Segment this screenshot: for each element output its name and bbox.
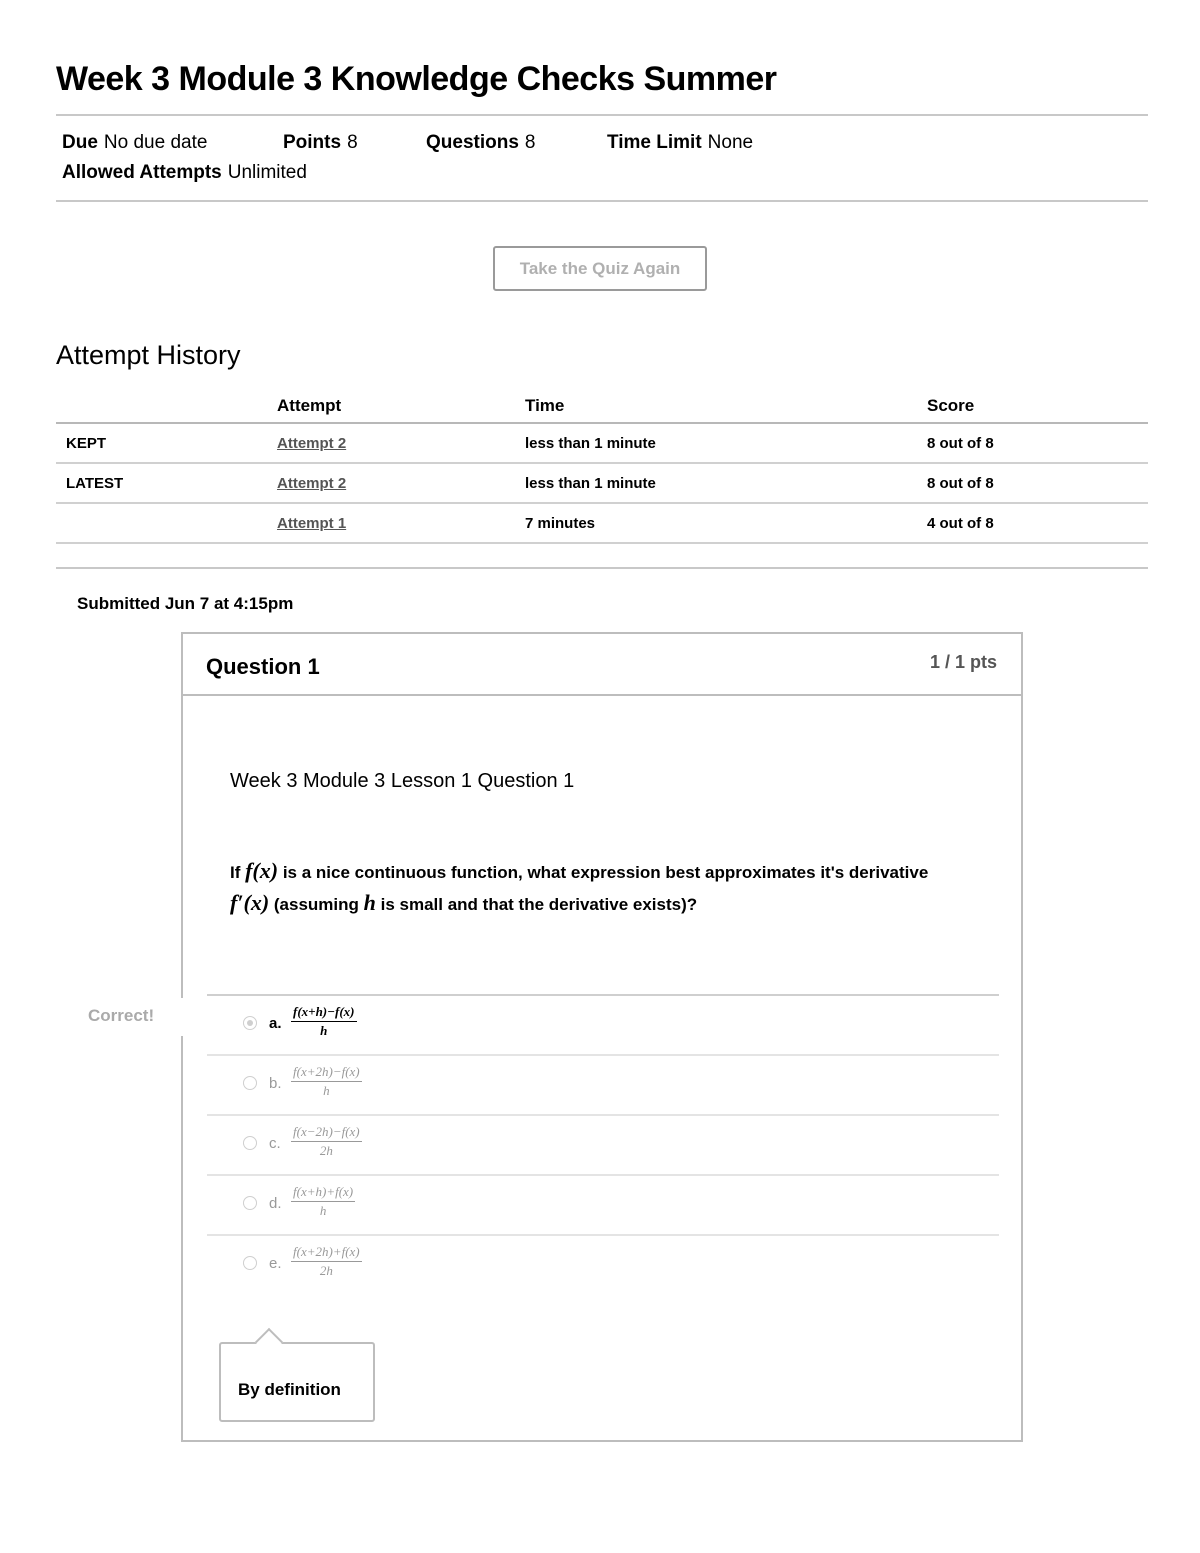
attempt-tag [56, 503, 277, 543]
answer-list [207, 994, 999, 1294]
answer-letter: d. [269, 1195, 282, 1212]
divider [56, 567, 1148, 569]
answer-option-c[interactable] [207, 1114, 999, 1174]
attempt-score: 4 out of 8 [927, 503, 1148, 543]
take-quiz-again-button[interactable]: Take the Quiz Again [493, 246, 707, 291]
answer-letter: e. [269, 1255, 282, 1272]
answer-fraction [291, 1184, 355, 1219]
math-expression: h [363, 890, 376, 915]
answer-option-b[interactable] [207, 1054, 999, 1114]
submitted-timestamp: Submitted Jun 7 at 4:15pm [77, 594, 294, 613]
questions-value: 8 [524, 132, 536, 153]
allowed-attempts-detail [62, 162, 307, 184]
points-value: 8 [347, 132, 358, 153]
attempt-score: 8 out of 8 [927, 463, 1148, 503]
correct-answer-label: Correct! [88, 1006, 155, 1025]
fraction-numerator: f(x+h)−f(x) [291, 1004, 357, 1022]
question-title: Question 1 [206, 654, 320, 679]
due-detail [62, 132, 207, 154]
radio-button[interactable] [243, 1136, 257, 1150]
attempt-time: 7 minutes [525, 503, 927, 543]
fraction-denominator: 2h [319, 1143, 333, 1158]
answer-option-e[interactable] [207, 1234, 999, 1294]
question-text-part: (assuming [269, 895, 364, 914]
attempt-link[interactable]: Attempt 2 [277, 474, 347, 492]
attempt-link[interactable]: Attempt 2 [277, 434, 347, 452]
answer-fraction [291, 1004, 357, 1039]
comment-text: By definition [238, 1380, 341, 1399]
questions-detail [426, 132, 535, 154]
table-row [56, 503, 1148, 543]
points-detail [283, 132, 358, 154]
question-text-part: is small and that the derivative exists)? [375, 895, 698, 914]
allowed-attempts-value: Unlimited [227, 162, 307, 183]
question-text [230, 856, 980, 920]
table-row [56, 463, 1148, 503]
due-value: No due date [103, 132, 208, 153]
attempt-time: less than 1 minute [525, 423, 927, 463]
column-header: Time [525, 390, 927, 423]
fraction-numerator: f(x+h)+f(x) [291, 1184, 355, 1202]
correct-marker-gap [181, 998, 183, 1036]
question-points: 1 / 1 pts [929, 652, 997, 672]
radio-button[interactable] [243, 1076, 257, 1090]
column-header [56, 390, 277, 423]
math-expression: f(x) [245, 858, 279, 883]
answer-comment [219, 1342, 375, 1422]
radio-button-selected[interactable] [243, 1016, 257, 1030]
page-title: Week 3 Module 3 Knowledge Checks Summer [56, 60, 777, 98]
radio-button[interactable] [243, 1196, 257, 1210]
column-header: Attempt [277, 390, 525, 423]
attempt-tag: LATEST [56, 463, 277, 503]
radio-button[interactable] [243, 1256, 257, 1270]
points-label: Points [283, 132, 342, 153]
time-limit-label: Time Limit [607, 132, 702, 153]
divider [56, 200, 1148, 202]
attempt-history-title: Attempt History [56, 340, 241, 370]
table-header-row [56, 390, 1148, 423]
answer-letter: a. [269, 1015, 282, 1032]
math-expression: f′(x) [230, 890, 270, 915]
question-text-part: is a nice continuous function, what expression best approximates it's derivative [278, 863, 929, 882]
attempt-score: 8 out of 8 [927, 423, 1148, 463]
question-card [181, 632, 1023, 1442]
attempt-time: less than 1 minute [525, 463, 927, 503]
attempt-history-table [56, 390, 1148, 544]
answer-fraction [291, 1244, 362, 1279]
answer-option-a[interactable] [207, 994, 999, 1054]
comment-pointer [255, 1328, 283, 1356]
fraction-denominator: h [320, 1023, 328, 1038]
column-header: Score [927, 390, 1148, 423]
divider [56, 114, 1148, 116]
time-limit-detail [607, 132, 753, 154]
questions-label: Questions [426, 132, 519, 153]
fraction-numerator: f(x−2h)−f(x) [291, 1124, 362, 1142]
answer-letter: b. [269, 1075, 282, 1092]
fraction-numerator: f(x+2h)−f(x) [291, 1064, 362, 1082]
due-label: Due [62, 132, 98, 153]
answer-option-d[interactable] [207, 1174, 999, 1234]
question-subtitle: Week 3 Module 3 Lesson 1 Question 1 [230, 770, 575, 792]
question-text-part: If [230, 863, 246, 882]
attempt-tag: KEPT [56, 423, 277, 463]
time-limit-value: None [707, 132, 754, 153]
answer-fraction [291, 1064, 362, 1099]
fraction-numerator: f(x+2h)+f(x) [291, 1244, 362, 1262]
fraction-denominator: 2h [319, 1263, 333, 1278]
fraction-denominator: h [323, 1083, 330, 1098]
answer-letter: c. [269, 1135, 281, 1152]
question-header [183, 634, 1021, 696]
table-row [56, 423, 1148, 463]
fraction-denominator: h [319, 1203, 327, 1218]
answer-fraction [291, 1124, 362, 1159]
allowed-attempts-label: Allowed Attempts [62, 162, 222, 183]
attempt-link[interactable]: Attempt 1 [277, 514, 347, 532]
